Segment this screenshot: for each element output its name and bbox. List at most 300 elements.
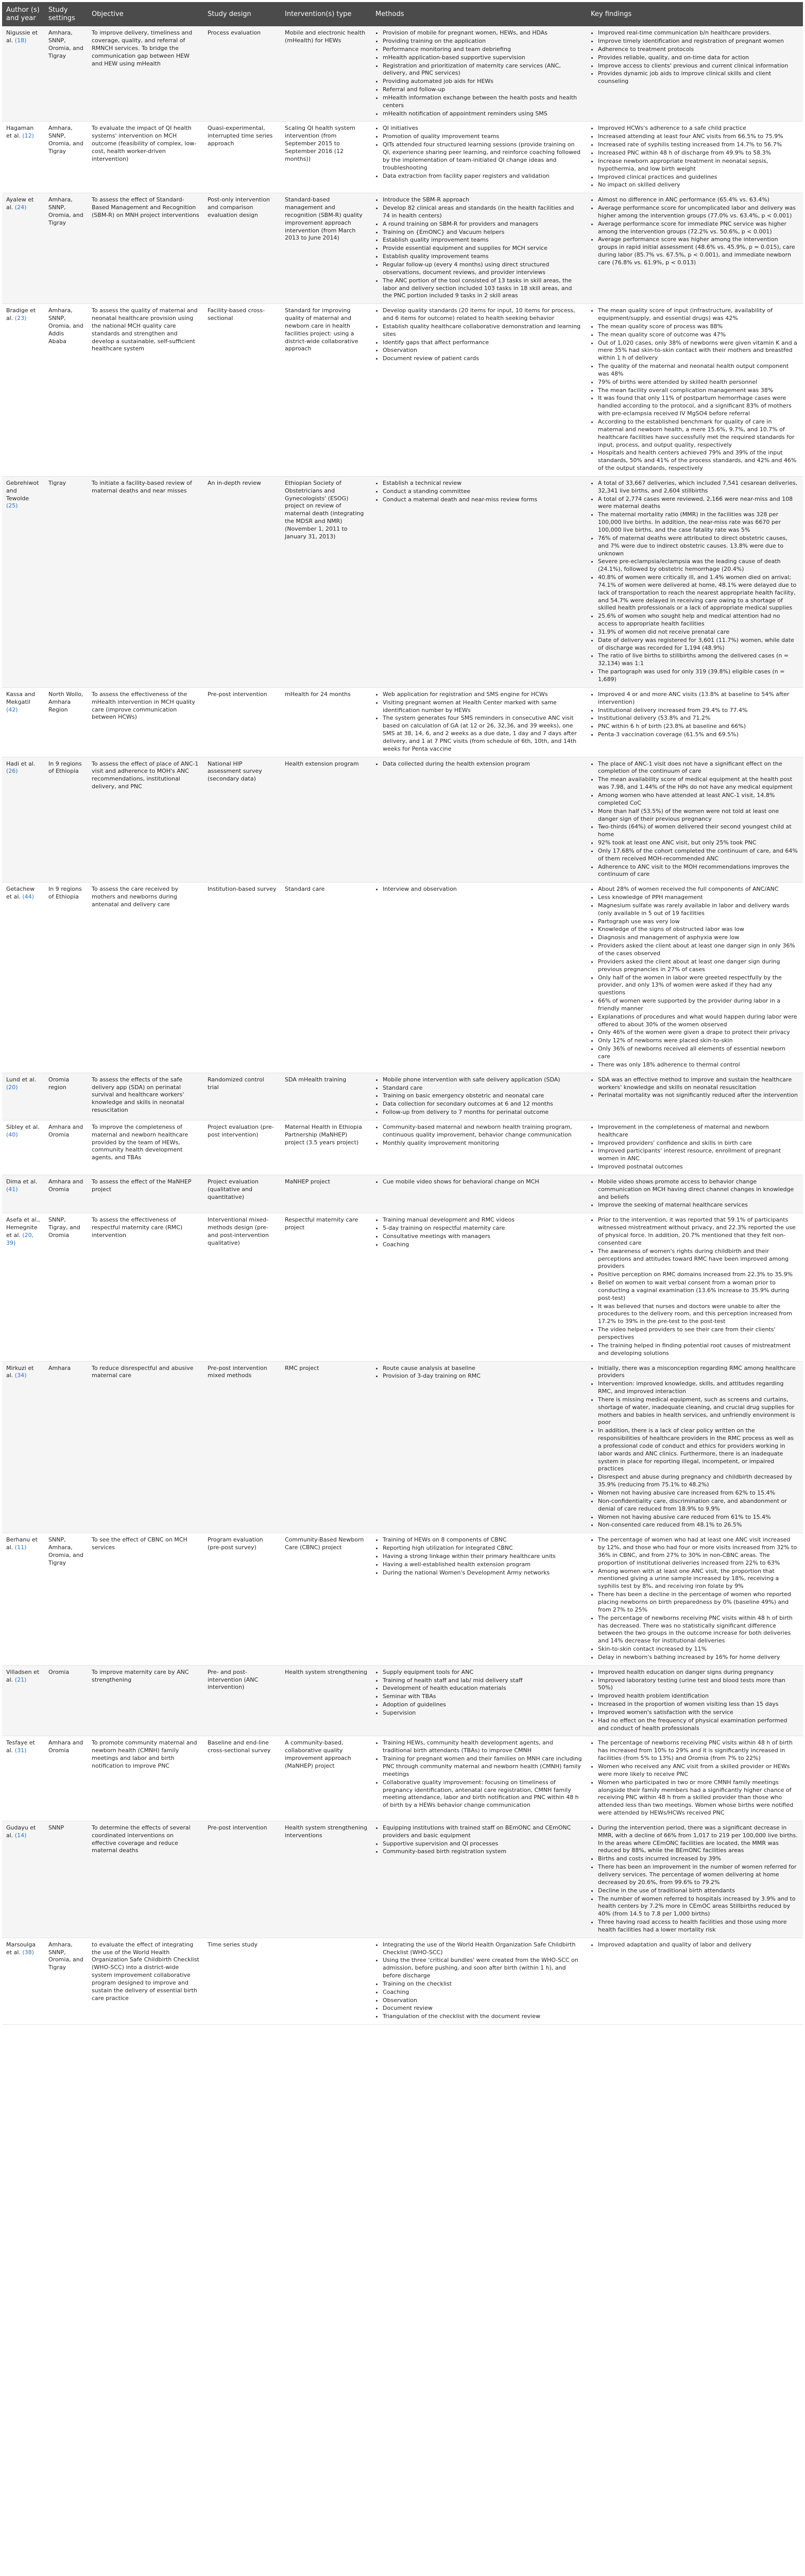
finding-item: • Intervention: improved knowledge, skills, and attitudes regarding RMC, and improved interaction	[598, 1380, 799, 1396]
findings-cell	[587, 1213, 803, 1361]
objective-cell: To improve delivery, timeliness and coverage, quality, and referral of RMNCH services. To bridge the communication gap between HEW and HEW using mHealth	[88, 26, 203, 122]
method-item: • Route cause analysis at baseline	[383, 1365, 583, 1372]
finding-item: • Increased in the proportion of women visiting less than 15 days	[598, 1701, 799, 1708]
finding-item: • Partograph use was very low	[598, 918, 799, 926]
method-item: • Using the three 'critical bundles' were created from the WHO-SCC on admission, before pushing, and soon after birth (within 1 h), and before discharge	[383, 1957, 583, 1980]
method-item: • Follow-up from delivery to 7 months for perinatal outcome	[383, 1109, 583, 1116]
method-item: • Training HEWs, community health development agents, and traditional birth attendants (TBAs) to improve CMNH	[383, 1739, 583, 1755]
methods-list	[375, 1669, 583, 1717]
finding-item: • Only 46% of the women were given a drape to protect their privacy	[598, 1029, 799, 1037]
finding-item: • Positive perception on RMC domains increased from 22.3% to 35.9%	[598, 1271, 799, 1279]
finding-item: • Knowledge of the signs of obstructed labor was low	[598, 926, 799, 934]
author-cell	[2, 476, 44, 687]
citation-link[interactable]: (42)	[6, 706, 18, 713]
intervention-cell: SDA mHealth training	[281, 1073, 371, 1120]
citation-link[interactable]: (14)	[14, 1832, 27, 1839]
method-item: • Regular follow-up (every 4 months) using direct structured observations, document reviews, and provider interviews	[383, 261, 583, 277]
finding-item: • Improved health education on danger signs during pregnancy	[598, 1669, 799, 1676]
finding-item: • Decline in the use of traditional birth attendants	[598, 1887, 799, 1895]
objective-cell: To assess the effect of the MaNHEP project	[88, 1175, 203, 1213]
intervention-cell: Mobile and electronic health (mHealth) for HEWs	[281, 26, 371, 122]
findings-list	[591, 125, 799, 189]
objective-cell: To improve maternity care by ANC strengthening	[88, 1665, 203, 1736]
intervention-cell: Health system strengthening interventions	[281, 1821, 371, 1938]
table-row	[2, 1120, 803, 1175]
table-row	[2, 757, 803, 883]
intervention-cell: Standard for improving quality of maternal and newborn care in health facilities project: using a district-wide collaborative approach	[281, 304, 371, 477]
findings-cell	[587, 757, 803, 883]
finding-item: • During the intervention period, there was a significant decrease in MMR, with a decline of 66% from 1,017 to 219 per 100,000 live births. In the areas where CEmONC facilities are located, the MMR was reduced by 88%, while the BEmONC facilities areas	[598, 1824, 799, 1855]
settings-cell: Amhara, SNNP, Oromia, and Tigray	[44, 122, 88, 193]
intervention-cell: Standard-based management and recognition (SBM-R) quality improvement approach intervention (from March 2013 to June 2014)	[281, 193, 371, 304]
methods-list	[375, 125, 583, 180]
method-item: • Consultative meetings with managers	[383, 1233, 583, 1241]
methods-cell	[371, 1361, 587, 1533]
method-item: • Develop 82 clinical areas and standards (in the health facilities and 74 in health centers)	[383, 205, 583, 220]
table-row	[2, 1213, 803, 1361]
table-row	[2, 122, 803, 193]
finding-item: • Births and costs incurred increased by 39%	[598, 1855, 799, 1863]
finding-item: • The mean quality score of process was 88%	[598, 323, 799, 331]
author-cell	[2, 757, 44, 883]
finding-item: • Improve the seeking of maternal healthcare services	[598, 1201, 799, 1209]
method-item: • Training on the checklist	[383, 1980, 583, 1988]
finding-item: • Average performance score for uncomplicated labor and delivery was higher among the intervention groups (77.0% vs. 63.4%, p < 0.001)	[598, 205, 799, 220]
table-row	[2, 687, 803, 757]
header-row	[2, 2, 803, 26]
finding-item: • 76% of maternal deaths were attributed to direct obstetric causes, and 7% were due to indirect obstetric causes. 13.8% were due to unknown	[598, 535, 799, 558]
finding-item: • The ratio of live births to stillbirths among the delivered cases (n = 32,134) was 1:1	[598, 652, 799, 668]
intervention-cell: Standard care	[281, 883, 371, 1073]
finding-item: • Improvement in the completeness of maternal and newborn healthcare	[598, 1124, 799, 1139]
author-name: Dima et al.	[6, 1178, 38, 1185]
citation-link[interactable]: (21)	[14, 1676, 27, 1683]
method-item: • Standard care	[383, 1084, 583, 1092]
findings-list	[591, 1536, 799, 1662]
author-cell	[2, 1821, 44, 1938]
settings-cell: In 9 regions of Ethiopia	[44, 757, 88, 883]
finding-item: • Adherence to ANC visit to the MOH recommendations improves the continuum of care	[598, 863, 799, 879]
author-name: Bradige et al.	[6, 307, 36, 322]
method-item: • Establish quality healthcare collaborative demonstration and learning sites	[383, 323, 583, 338]
author-cell	[2, 1665, 44, 1736]
method-item: • Introduce the SBM-R approach	[383, 196, 583, 204]
objective-cell: to evaluate the effect of integrating the use of the World Health Organization Safe Childbirth Checklist (WHO-SCC) into a district-wide system improvement collaborative program designed to improve and sustain the delivery of essential birth care practice	[88, 1938, 203, 2024]
finding-item: • The quality of the maternal and neonatal health output component was 48%	[598, 363, 799, 378]
method-item: • Data collection for secondary outcomes at 6 and 12 months	[383, 1100, 583, 1108]
finding-item: • Hospitals and health centers achieved 79% and 39% of the input standards, 50% and 41% of the process standards, and 42% and 46% of the output standards, respectively	[598, 449, 799, 472]
finding-item: • SDA was an effective method to improve and sustain the healthcare workers' knowledge and skills on neonatal resuscitation	[598, 1076, 799, 1092]
finding-item: • The number of women referred to hospitals increased by 3.9% and to health centers by 7.2% more in CEmOC areas Stillbirths reduced by 40% (from 14.5 to 7.8 per 1,000 births)	[598, 1895, 799, 1919]
objective-cell: To assess the effectiveness of the mHealth intervention in MCH quality care (improve communication between HCWs)	[88, 687, 203, 757]
header-settings: Study settings	[44, 2, 88, 26]
table-row	[2, 1073, 803, 1120]
finding-item: • There has been a decline in the percentage of women who reported placing newborns on birth preparedness by 0% (baseline 49%) and from 27% to 25%	[598, 1591, 799, 1614]
author-cell	[2, 883, 44, 1073]
intervention-cell: mHealth for 24 months	[281, 687, 371, 757]
table-row	[2, 476, 803, 687]
methods-cell	[371, 1533, 587, 1666]
design-cell: National HIP assessment survey (secondary data)	[203, 757, 281, 883]
finding-item: • Provides reliable, quality, and on-time data for action	[598, 54, 799, 62]
objective-cell: To reduce disrespectful and abusive maternal care	[88, 1361, 203, 1533]
method-item: • Training of HEWs on 8 components of CBNC	[383, 1536, 583, 1544]
finding-item: • Improve timely identification and registration of pregnant women	[598, 38, 799, 45]
findings-cell	[587, 1938, 803, 2024]
finding-item: • Improved clinical practices and guidelines	[598, 174, 799, 181]
design-cell: Baseline and end-line cross-sectional survey	[203, 1736, 281, 1821]
findings-cell	[587, 1175, 803, 1213]
methods-cell	[371, 1821, 587, 1938]
method-item: • Establish quality improvement teams	[383, 253, 583, 261]
intervention-cell: Maternal Health in Ethiopia Partnership (MaNHEP) project (3.5 years project)	[281, 1120, 371, 1175]
citation-link[interactable]: (23)	[14, 315, 27, 322]
methods-cell	[371, 122, 587, 193]
finding-item: • Perinatal mortality was not significantly reduced after the intervention	[598, 1092, 799, 1099]
finding-item: • Improved real-time communication b/n healthcare providers.	[598, 29, 799, 37]
author-cell	[2, 687, 44, 757]
method-item: • Training for pregnant women and their families on MNH care including PNC through community maternal and newborn health (CMNH) family meetings	[383, 1755, 583, 1778]
method-item: • Document review	[383, 2005, 583, 2012]
method-item: • Mobile phone intervention with safe delivery application (SDA)	[383, 1076, 583, 1084]
finding-item: • Women who participated in two or more CMNH family meetings alongside their family members had a significantly higher chance of receiving PNC within 48 h from a skilled provider than those who attended less than two meetings. Women whose births were notified were attended by HEWs/HCWs received PNC	[598, 1779, 799, 1817]
method-item: • Supervision	[383, 1709, 583, 1717]
methods-list	[375, 1216, 583, 1248]
method-item: • Web application for registration and SMS engine for HCWs	[383, 691, 583, 699]
table-row	[2, 1821, 803, 1938]
methods-cell	[371, 304, 587, 477]
design-cell: Pre-post intervention mixed methods	[203, 1361, 281, 1533]
method-item: • QITs attended four structured learning sessions (provide training on QI, experience sharing peer learning, and reinforce coaching followed by the implementation of team-initiated QI change ideas and troubleshooting	[383, 141, 583, 172]
findings-list	[591, 1076, 799, 1100]
method-item: • Coaching	[383, 1989, 583, 1996]
findings-cell	[587, 1821, 803, 1938]
author-cell	[2, 1736, 44, 1821]
finding-item: • PNC within 6 h of birth (23.8% at baseline and 66%)	[598, 723, 799, 731]
method-item: • Provision of 3-day training on RMC	[383, 1372, 583, 1380]
design-cell: Randomized control trial	[203, 1073, 281, 1120]
finding-item: • Magnesium sulfate was rarely available in labor and delivery wards (only available in 5 out of 19 facilities	[598, 902, 799, 918]
citation-link[interactable]: (12)	[22, 132, 34, 140]
finding-item: • Average performance score for immediate PNC service was higher among the intervention groups (72.2% vs. 50.6%, p < 0.001)	[598, 221, 799, 236]
findings-list	[591, 307, 799, 472]
finding-item: • Had no effect on the frequency of physical examination performed and conduct of health professionals	[598, 1717, 799, 1733]
design-cell: Institution-based survey	[203, 883, 281, 1073]
objective-cell: To assess the quality of maternal and neonatal healthcare provision using the national MCH quality care standards and strengthen and develop a sustainable, self-sufficient healthcare system	[88, 304, 203, 477]
author-name: Villadsen et al.	[6, 1668, 40, 1683]
method-item: • Training on {EmONC} and Vacuum helpers	[383, 229, 583, 236]
intervention-cell: Community-Based Newborn Care (CBNC) project	[281, 1533, 371, 1666]
finding-item: • Penta-3 vaccination coverage (61.5% and 69.5%)	[598, 731, 799, 739]
method-item: • Seminar with TBAs	[383, 1693, 583, 1701]
design-cell: Facility-based cross-sectional	[203, 304, 281, 477]
objective-cell: To assess the effect of place of ANC-1 visit and adherence to MOH's ANC recommendations, institutional delivery, and PNC	[88, 757, 203, 883]
intervention-cell: Ethiopian Society of Obstetricians and Gynecologists' (ESOG) project on review of maternal death (integrating the MDSR and NMR) (November 1, 2011 to January 31, 2013)	[281, 476, 371, 687]
finding-item: • Women not having abusive care reduced from 61% to 15.4%	[598, 1514, 799, 1521]
finding-item: • Only 17.68% of the cohort completed the continuum of care, and 64% of them received MOH-recommended ANC	[598, 848, 799, 863]
findings-cell	[587, 26, 803, 122]
method-item: • mHealth notification of appointment reminders using SMS	[383, 110, 583, 118]
findings-list	[591, 1669, 799, 1733]
finding-item: • There has been an improvement in the number of women referred for delivery services. The percentage of women delivering at home decreased by 20.6%, from 99.6% to 79.2%	[598, 1863, 799, 1887]
finding-item: • Only 36% of newborns received all elements of essential newborn care	[598, 1045, 799, 1061]
design-cell: Interventional mixed-methods design (pre- and post-intervention qualitative)	[203, 1213, 281, 1361]
finding-item: • 66% of women were supported by the provider during labor in a friendly manner	[598, 997, 799, 1013]
citation-link[interactable]: (20, 39)	[6, 1232, 34, 1246]
objective-cell: To improve the completeness of maternal and newborn healthcare provided by the team of HEWs, community health development agents, and TBAs	[88, 1120, 203, 1175]
header-methods: Methods	[371, 2, 587, 26]
finding-item: • The percentage of women who had at least one ANC visit increased by 12%, and those who had four or more visits increased from 32% to 36% in CBNC, and from 27% to 30% in non-CBNC areas. The proportion of institutional deliveries increased from 22% to 63%	[598, 1536, 799, 1567]
finding-item: • About 28% of women received the full components of ANC/ANC	[598, 886, 799, 893]
settings-cell: Amhara, SNNP, Oromia, and Tigray	[44, 26, 88, 122]
author-name: Gebrehiwot and Tewolde	[6, 479, 39, 502]
findings-cell	[587, 687, 803, 757]
author-name: Berhanu et al.	[6, 1536, 38, 1551]
method-item: • The system generates four SMS reminders in consecutive ANC visit based on calculation of GA (at 12 or 26, 32,36, and 39 weeks), one SMS at 38, 14, 6, and 2 weeks as a due date, 1 day and 7 days after delivery, and 1 at 7 PNC visits (from schedule of 6th, 10th, and 14th weeks for Penta vaccine	[383, 715, 583, 753]
finding-item: • Delay in newborn's bathing increased by 16% for home delivery	[598, 1654, 799, 1662]
author-cell	[2, 1213, 44, 1361]
finding-item: • The mean quality score of outcome was 47%	[598, 331, 799, 339]
methods-list	[375, 886, 583, 893]
finding-item: • Almost no difference in ANC performance (65.4% vs. 63.4%)	[598, 196, 799, 204]
design-cell: Pre-post intervention	[203, 1821, 281, 1938]
finding-item: • Among women who have attended at least ANC-1 visit, 14.8% completed CoC	[598, 792, 799, 807]
finding-item: • Three having road access to health facilities and those using more health facilities had a lower mortality risk	[598, 1919, 799, 1934]
finding-item: • 31.9% of women did not receive prenatal care	[598, 629, 799, 636]
citation-link[interactable]: (24)	[14, 204, 27, 211]
methods-cell	[371, 883, 587, 1073]
citation-link[interactable]: (40)	[6, 1131, 18, 1138]
citation-link[interactable]: (38)	[22, 1948, 34, 1956]
method-item: • Data extraction from facility paper registers and validation	[383, 173, 583, 180]
method-item: • Establish a technical review	[383, 480, 583, 487]
methods-list	[375, 480, 583, 504]
author-name: Sibley et al.	[6, 1123, 40, 1130]
objective-cell: To promote community maternal and newborn health (CMNH) family meetings and labor and birth notification to improve PNC	[88, 1736, 203, 1821]
finding-item: • The percentage of newborns receiving PNC visits within 48 h of birth has decreased. There was no statistically significant difference between the two groups in the outcome increase for both deliveries and 14% decrease for institutional deliveries	[598, 1615, 799, 1645]
findings-list	[591, 886, 799, 1069]
citation-link[interactable]: (41)	[6, 1185, 18, 1193]
author-name: Hagaman et al.	[6, 125, 34, 140]
method-item: • A round training on SBM-R for providers and managers	[383, 221, 583, 228]
method-item: • Community-based maternal and newborn health training program, continuous quality improvement, behavior change communication	[383, 1124, 583, 1139]
settings-cell: North Wollo, Amhara Region	[44, 687, 88, 757]
citation-link[interactable]: (31)	[14, 1747, 27, 1754]
method-item: • Adoption of guidelines	[383, 1701, 583, 1709]
finding-item: • Increase newborn appropriate treatment in neonatal sepsis, hypothermia, and low birth weight	[598, 158, 799, 173]
findings-list	[591, 480, 799, 684]
author-cell	[2, 193, 44, 304]
findings-cell	[587, 304, 803, 477]
methods-list	[375, 1124, 583, 1147]
findings-list	[591, 1941, 799, 1949]
methods-cell	[371, 26, 587, 122]
methods-cell	[371, 1073, 587, 1120]
author-name: Hadi et al.	[6, 760, 36, 767]
author-cell	[2, 1120, 44, 1175]
methods-cell	[371, 1213, 587, 1361]
finding-item: • Two-thirds (64%) of women delivered their second youngest child at home	[598, 823, 799, 839]
finding-item: • Improved 4 or and more ANC visits (13.8% at baseline to 54% after intervention)	[598, 691, 799, 706]
method-item: • Having a well-established health extension program	[383, 1561, 583, 1569]
objective-cell: To evaluate the impact of QI health systems' intervention on MCH outcome (feasibility of complex, low-cost, health worker-driven intervention)	[88, 122, 203, 193]
findings-list	[591, 1216, 799, 1357]
finding-item: • Non-consented care reduced from 48.1% to 26.5%	[598, 1521, 799, 1529]
method-item: • Having a strong linkage within their primary healthcare units	[383, 1553, 583, 1561]
finding-item: • Diagnosis and management of asphyxia were low	[598, 934, 799, 942]
table-body	[2, 26, 803, 2024]
settings-cell: SNNP, Amhara, Oromia, and Tigray	[44, 1533, 88, 1666]
findings-list	[591, 691, 799, 739]
citation-link[interactable]: (34)	[14, 1372, 27, 1379]
finding-item: • According to the established benchmark for quality of care in maternal and newborn health, a mere 15.6%, 9.7%, and 10.7% of healthcare facilities have successfully met the required standards for input, process, and output quality, respectively	[598, 418, 799, 449]
finding-item: • The mean facility overall complication management was 38%	[598, 387, 799, 395]
objective-cell: To assess the effects of the safe delivery app (SDA) on perinatal survival and healthcare workers' knowledge and skills in neonatal resuscitation	[88, 1073, 203, 1120]
method-item: • During the national Women's Development Army networks	[383, 1569, 583, 1577]
method-item: • Document review of patient cards	[383, 355, 583, 363]
finding-item: • The place of ANC-1 visit does not have a significant effect on the completion of the continuum of care	[598, 760, 799, 776]
table-row	[2, 1665, 803, 1736]
finding-item: • The maternal mortality ratio (MMR) in the facilities was 328 per 100,000 live births. In addition, the near-miss rate was 6670 per 100,000 live births, and the case fatality rate was 5%	[598, 511, 799, 534]
settings-cell: Amhara, SNNP, Oromia, and Tigray	[44, 1938, 88, 2024]
finding-item: • Only half of the women in labor were greeted respectfully by the provider, and only 13% of women were asked if they had any questions	[598, 974, 799, 997]
finding-item: • The percentage of newborns receiving PNC visits within 48 h of birth has increased from 10% to 29% and it is significantly increased in facilities (from 5% to 13%) and Oromia (from 7% to 22%)	[598, 1739, 799, 1762]
finding-item: • Improved participants' interest resource, enrollment of pregnant women in ANC	[598, 1147, 799, 1163]
method-item: • Registration and prioritization of maternity care services (ANC, delivery, and PNC services)	[383, 62, 583, 78]
method-item: • Training of health staff and lab/ mid delivery staff	[383, 1677, 583, 1685]
finding-item: • A total of 2,774 cases were reviewed, 2,166 were near-miss and 108 were maternal deaths	[598, 496, 799, 511]
finding-item: • Improved HCWs's adherence to a safe child practice	[598, 125, 799, 132]
findings-cell	[587, 122, 803, 193]
settings-cell: Oromia	[44, 1665, 88, 1736]
citation-link[interactable]: (26)	[6, 768, 18, 775]
findings-cell	[587, 1361, 803, 1533]
finding-item: • Improved postnatal outcomes	[598, 1163, 799, 1171]
method-item: • Promotion of quality improvement teams	[383, 133, 583, 141]
intervention-cell: Scaling QI health system intervention (from September 2015 to September 2016 (12 months))	[281, 122, 371, 193]
citation-link[interactable]: (20)	[6, 1083, 18, 1091]
intervention-cell: Respectful maternity care project	[281, 1213, 371, 1361]
findings-list	[591, 1178, 799, 1209]
method-item: • Provide essential equipment and supplies for MCH service	[383, 245, 583, 252]
finding-item: • A total of 33,667 deliveries, which included 7,541 cesarean deliveries, 32,341 live births, and 2,604 stillbirths	[598, 480, 799, 495]
finding-item: • Average performance score was higher among the intervention groups in rapid initial assessment (48.6% vs. 45.9%, p = 0.015), care during labor (85.7% vs. 67.5%, p < 0.001), and immediate newborn care (76.8% vs. 61.9%, p < 0.013)	[598, 236, 799, 266]
settings-cell: Amhara and Oromia	[44, 1175, 88, 1213]
method-item: • Triangulation of the checklist with the document review	[383, 2013, 583, 2021]
author-name: Getachew et al.	[6, 886, 35, 901]
design-cell: An in-depth review	[203, 476, 281, 687]
method-item: • Data collected during the health extension program	[383, 760, 583, 768]
methods-list	[375, 1076, 583, 1116]
methods-list	[375, 307, 583, 363]
intervention-cell: Health extension program	[281, 757, 371, 883]
method-item: • Observation	[383, 1997, 583, 2005]
author-cell	[2, 1938, 44, 2024]
design-cell: Quasi-experimental, interrupted time series approach	[203, 122, 281, 193]
findings-list	[591, 196, 799, 267]
design-cell: Pre-post intervention	[203, 687, 281, 757]
method-item: • Training on basic emergency obstetric and neonatal care	[383, 1092, 583, 1100]
settings-cell: Amhara	[44, 1361, 88, 1533]
author-name: Kassa and Mekgatil	[6, 690, 36, 705]
method-item: • Community-based birth registration system	[383, 1848, 583, 1856]
method-item: • mHealth information exchange between the health posts and health centers	[383, 94, 583, 110]
methods-list	[375, 1941, 583, 2021]
finding-item: • Initially, there was a misconception regarding RMC among healthcare providers	[598, 1365, 799, 1380]
methods-list	[375, 1365, 583, 1381]
findings-cell	[587, 1665, 803, 1736]
method-item: • Training manual development and RMC videos	[383, 1216, 583, 1224]
finding-item: • Improved providers' confidence and skills in birth care	[598, 1140, 799, 1147]
citation-link[interactable]: (44)	[22, 893, 34, 901]
finding-item: • Improved adaptation and quality of labor and delivery	[598, 1941, 799, 1949]
author-cell	[2, 1361, 44, 1533]
finding-item: • The training helped in finding potential root causes of mistreatment and developing solutions	[598, 1342, 799, 1358]
method-item: • Visiting pregnant women at Health Center marked with same identification number by HEWs	[383, 699, 583, 715]
methods-cell	[371, 757, 587, 883]
objective-cell: To see the effect of CBNC on MCH services	[88, 1533, 203, 1666]
finding-item: • In addition, there is a lack of clear policy written on the responsibilities of healthcare providers in the RMC process as well as a professional code of conduct and ethics for providers working in labor wards and ANC clinics. Furthermore, there is an inadequate system in place for reporting illegal, incompetent, or impaired practices	[598, 1427, 799, 1473]
citation-link[interactable]: (11)	[14, 1544, 27, 1551]
methods-list	[375, 1739, 583, 1809]
methods-list	[375, 1178, 583, 1186]
method-item: • Performance monitoring and team debriefing	[383, 46, 583, 54]
author-name: Tesfaye et al.	[6, 1739, 35, 1754]
methods-list	[375, 691, 583, 753]
finding-item: • Belief on women to wait verbal consent from a woman prior to conducting a vaginal examination (13.6% increase to 35.9% during post-test)	[598, 1279, 799, 1302]
objective-cell: To initiate a facility-based review of maternal deaths and near misses	[88, 476, 203, 687]
method-item: • Provision of mobile for pregnant women, HEWs, and HDAs	[383, 29, 583, 37]
finding-item: • 79% of births were attended by skilled health personnel	[598, 379, 799, 386]
method-item: • mHealth application-based supportive supervision	[383, 54, 583, 62]
findings-cell	[587, 1533, 803, 1666]
finding-item: • The video helped providers to see their care from their clients' perspectives	[598, 1326, 799, 1342]
settings-cell: Amhara, SNNP, Oromia, and Addis Ababa	[44, 304, 88, 477]
studies-table	[2, 2, 803, 2025]
header-objective: Objective	[88, 2, 203, 26]
finding-item: • Less knowledge of PPH management	[598, 894, 799, 902]
findings-cell	[587, 883, 803, 1073]
finding-item: • Prior to the intervention, it was reported that 59.1% of participants witnessed mistreatment without privacy, and 22.3% reported the use of physical force. In addition, 20.7% mentioned that they felt non-consented care	[598, 1216, 799, 1247]
author-name: Marsoulga et al.	[6, 1941, 36, 1956]
finding-item: • Providers asked the client about at least one danger sign in only 36% of the cases observed	[598, 942, 799, 958]
findings-list	[591, 1824, 799, 1934]
findings-list	[591, 1739, 799, 1817]
page	[2, 2, 803, 2025]
method-item: • Development of health education materials	[383, 1685, 583, 1692]
method-item: • Conduct a maternal death and near-miss review forms	[383, 496, 583, 504]
intervention-cell: RMC project	[281, 1361, 371, 1533]
citation-link[interactable]: (25)	[6, 502, 18, 510]
intervention-cell	[281, 1938, 371, 2024]
author-name: Nigussie et al.	[6, 29, 38, 44]
objective-cell: To assess the effect of Standard-Based Management and Recognition (SBM-R) on MNH project interventions	[88, 193, 203, 304]
finding-item: • Date of delivery was registered for 3,601 (11.7%) women, while date of discharge was recorded for 1,194 (48.9%)	[598, 637, 799, 652]
finding-item: • Improved health problem identification	[598, 1692, 799, 1700]
citation-link[interactable]: (18)	[14, 37, 27, 44]
settings-cell: SNNP	[44, 1821, 88, 1938]
settings-cell: In 9 regions of Ethiopia	[44, 883, 88, 1073]
methods-list	[375, 760, 583, 768]
intervention-cell: MaNHEP project	[281, 1175, 371, 1213]
objective-cell: To assess the effectiveness of respectful maternity care (RMC) intervention	[88, 1213, 203, 1361]
table-row	[2, 304, 803, 477]
settings-cell: Amhara and Oromia	[44, 1120, 88, 1175]
settings-cell: SNNP, Tigray, and Oromia	[44, 1213, 88, 1361]
finding-item: • The mean availability score of medical equipment at the health post was 7.98, and 1.44% of the HPs do not have any medical equipment	[598, 776, 799, 791]
findings-list	[591, 1365, 799, 1530]
method-item: • Monthly quality improvement monitoring	[383, 1140, 583, 1147]
